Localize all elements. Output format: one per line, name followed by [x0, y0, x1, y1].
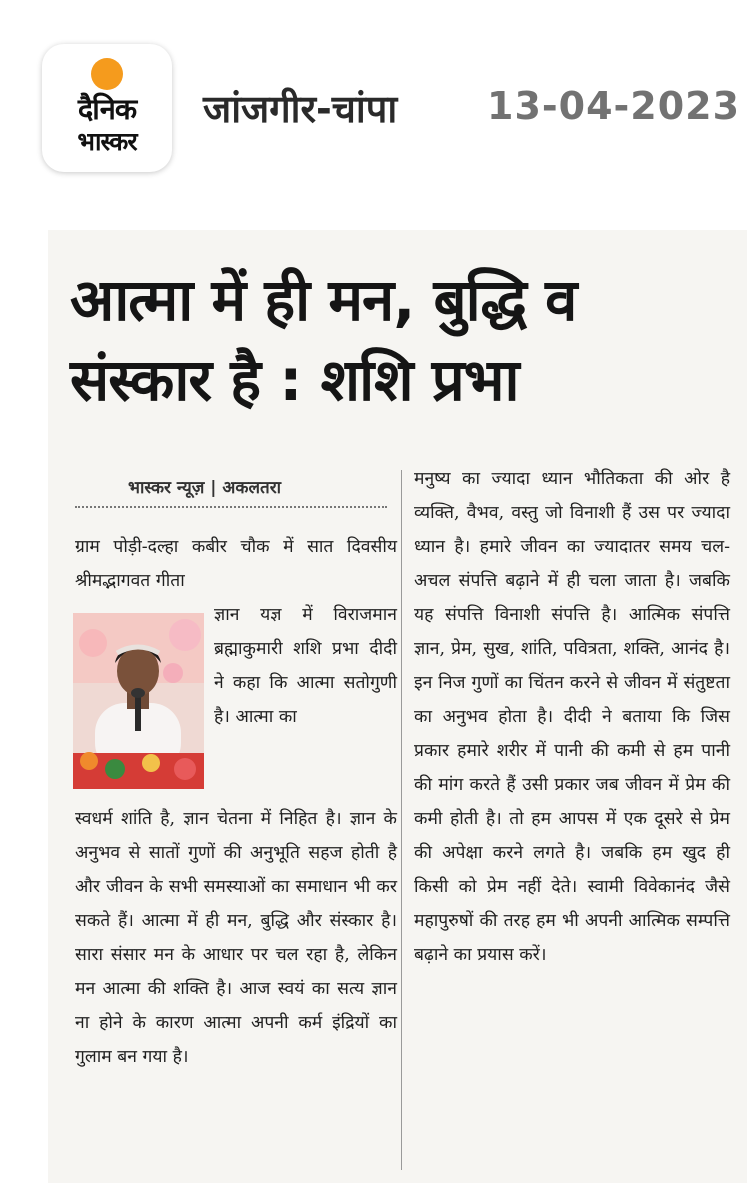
- byline-divider: [75, 506, 387, 508]
- headline-line1: आत्मा में ही मन, बुद्धि व: [70, 266, 577, 334]
- dainik-bhaskar-logo[interactable]: [42, 44, 172, 172]
- article-byline: भास्कर न्यूज़ | अकलतरा: [128, 478, 282, 498]
- article-headline: [70, 260, 730, 420]
- right-text: मनुष्य का ज्यादा ध्यान भौतिकता की ओर है व्यक्ति, वैभव, वस्तु जो विनाशी हैं उस पर ज्यादा ध्यान है। हमारे जीवन का ज्यादातर समय चल-अचल संपत्ति बढ़ाने में ही चला जाता है। जबकि यह संपत्ति विनाशी संपत्ति है। आत्मिक संपत्ति ज्ञान, प्रेम, सुख, शांति, पवित्रता, शक्ति, आनंद है। इन निज गुणों का चिंतन करने से जीवन में संतुष्टता का अनुभव होता है। दीदी ने बताया कि जिस प्रकार हमारे शरीर में पानी की कमी से हम पानी की मांग करते हैं उसी प्रकार जब जीवन में प्रेम की कमी होती है। तो हम आपस में एक दूसरे से प्रेम की अपेक्षा करने लगते है। जबकि हम खुद ही किसी को प्रेम नहीं देते। स्वामी विवेकानंद जैसे महापुरुषों की तरह हम भी अपनी आत्मिक सम्पत्ति बढ़ाने का प्रयास करें।: [414, 469, 730, 965]
- left-top-text: ग्राम पोड़ी-दल्हा कबीर चौक में सात दिवसीय श्रीमद्भागवत गीता: [75, 537, 397, 591]
- article-paragraph-left-side: [214, 598, 397, 734]
- edition-title: जांजगीर-चांपा: [203, 87, 398, 131]
- sun-icon: [91, 58, 123, 90]
- article-paragraph-left-bottom: [75, 802, 397, 1074]
- logo-text-line1: दैनिक: [77, 92, 137, 126]
- left-side-text: ज्ञान यज्ञ में विराजमान ब्रह्माकुमारी शशि प्रभा दीदी ने कहा कि आत्मा सतोगुणी है। आत्मा का: [214, 605, 397, 727]
- headline-line2: संस्कार है : शशि प्रभा: [70, 346, 519, 414]
- column-divider: [401, 470, 402, 1170]
- edition-date: 13-04-2023: [487, 84, 741, 128]
- logo-text-line2: भास्कर: [77, 127, 137, 156]
- speaker-photo-illustration: [73, 613, 204, 789]
- left-bottom-text: स्वधर्म शांति है, ज्ञान चेतना में निहित है। ज्ञान के अनुभव से सातों गुणों की अनुभूति सहज होती है और जीवन के सभी समस्याओं का समाधान भी कर सकते हैं। आत्मा में ही मन, बुद्धि और संस्कार है। सारा संसार मन के आधार पर चल रहा है, लेकिन मन आत्मा की शक्ति है। आज स्वयं का सत्य ज्ञान ना होने के कारण आत्मा अपनी कर्म इंद्रियों का गुलाम बन गया है।: [75, 809, 397, 1067]
- article-paragraph-right: [414, 462, 730, 972]
- app-header: [0, 0, 747, 200]
- speaker-photo: [73, 613, 204, 789]
- article-paragraph-left-top: [75, 530, 397, 598]
